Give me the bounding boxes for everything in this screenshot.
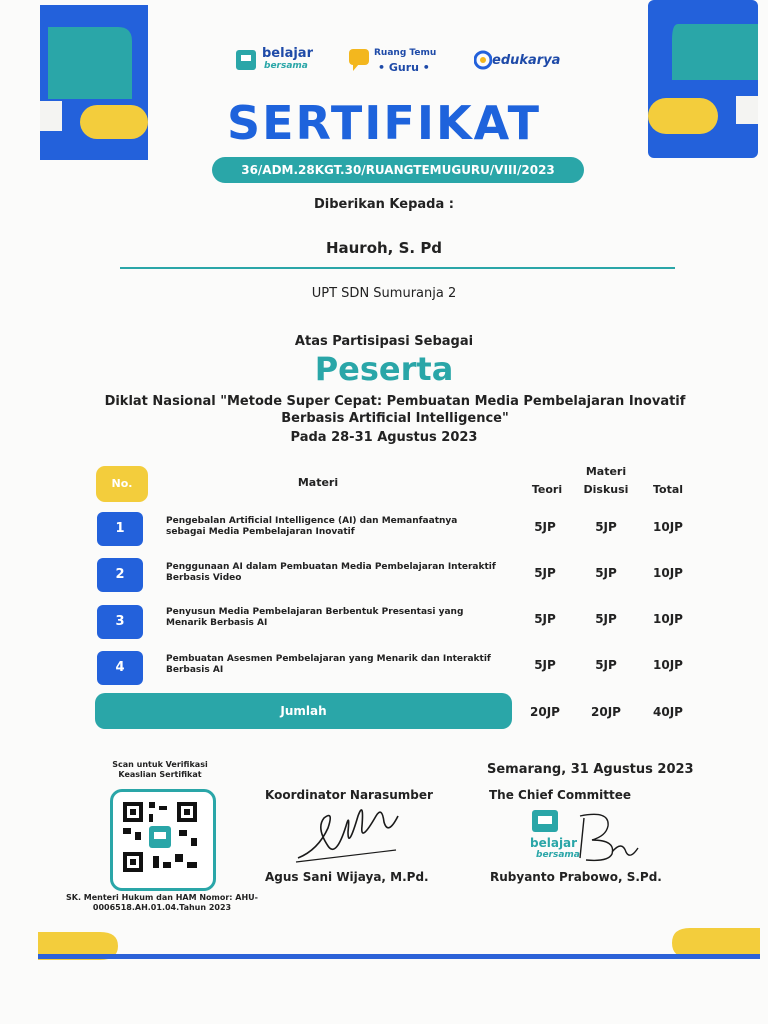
recipient-institution: UPT SDN Sumuranja 2 (311, 286, 457, 301)
sum-total: 40JP (653, 705, 683, 719)
row-4-number: 4 (97, 651, 143, 685)
belajar-bersama-logo (234, 44, 324, 76)
row-4-teori: 5JP (534, 658, 556, 672)
row-1-total: 10JP (653, 520, 683, 534)
row-4-materi: Pembuatan Asesmen Pembelajaran yang Menarik dan Interaktif Berbasis AI (166, 654, 491, 675)
row-3-number: 3 (97, 605, 143, 639)
belajar-bersama-logo-mark (234, 46, 260, 72)
left-signer-name: Agus Sani Wijaya, M.Pd. (265, 870, 429, 884)
right-signer-title: The Chief Committee (489, 788, 631, 802)
participant-role: Peserta (314, 350, 454, 388)
row-2-number: 2 (97, 558, 143, 592)
bersama-text: bersama (264, 61, 308, 71)
event-title: Diklat Nasional "Metode Super Cepat: Pembuatan Media Pembelajaran Inovatif Berbasis Artificial Intelligence" (104, 394, 686, 426)
stamp-belajar-text: belajar (530, 836, 578, 850)
ruang-temu-text: Ruang Temu (374, 48, 437, 58)
edukarya-logo (474, 50, 566, 74)
scan-verification-text: Scan untuk Verifikasi Keaslian Sertifikat (112, 760, 208, 779)
qr-code-frame[interactable] (110, 789, 216, 891)
left-signer-title: Koordinator Narasumber (265, 788, 433, 802)
row-3-materi: Penyusun Media Pembelajaran Berbentuk Presentasi yang Menarik Berbasis AI (166, 607, 464, 628)
row-1-materi: Pengebalan Artificial Intelligence (AI) dan Memanfaatnya sebagai Media Pembelajaran Inovatif (166, 516, 458, 537)
row-2-teori: 5JP (534, 566, 556, 580)
row-2-diskusi: 5JP (595, 566, 617, 580)
sum-teori: 20JP (530, 705, 560, 719)
sum-row-label: Jumlah (95, 693, 512, 729)
row-3-diskusi: 5JP (595, 612, 617, 626)
name-underline (120, 267, 675, 269)
belajar-bersama-stamp (530, 808, 640, 866)
row-2-materi: Penggunaan AI dalam Pembuatan Media Pembelajaran Interaktif Berbasis Video (166, 562, 496, 583)
certificate-number-badge: 36/ADM.28KGT.30/RUANGTEMUGURU/VIII/2023 (212, 157, 584, 183)
table-header-diskusi-line2: Diskusi (583, 483, 629, 496)
table-header-no: No. (96, 466, 148, 502)
event-dates: Pada 28-31 Agustus 2023 (290, 430, 478, 445)
row-1-teori: 5JP (534, 520, 556, 534)
certificate-title: SERTIFIKAT (227, 96, 541, 150)
table-header-teori: Teori (531, 483, 563, 496)
table-header-total: Total (652, 483, 684, 496)
chat-bubble-icon (348, 48, 370, 72)
edukarya-logo-mark (474, 50, 492, 70)
belajar-text: belajar (262, 46, 313, 61)
ruang-temu-guru-logo (348, 45, 454, 77)
right-signer-name: Rubyanto Prabowo, S.Pd. (490, 870, 662, 884)
row-3-total: 10JP (653, 612, 683, 626)
row-1-diskusi: 5JP (595, 520, 617, 534)
qr-code-icon[interactable] (113, 792, 207, 882)
row-4-diskusi: 5JP (595, 658, 617, 672)
row-3-teori: 5JP (534, 612, 556, 626)
left-signature (292, 800, 402, 870)
table-header-materi: Materi (297, 476, 339, 489)
recipient-name: Hauroh, S. Pd (325, 239, 443, 257)
sk-legal-text: SK. Menteri Hukum dan HAM Nomor: AHU-0006518.AH.01.04.Tahun 2023 (65, 893, 258, 912)
row-2-total: 10JP (653, 566, 683, 580)
table-header-diskusi-line1: Materi (585, 465, 627, 478)
participation-label: Atas Partisipasi Sebagai (294, 334, 474, 349)
sum-diskusi: 20JP (591, 705, 621, 719)
bottom-border-line (38, 954, 760, 959)
place-date: Semarang, 31 Agustus 2023 (487, 762, 694, 777)
edukarya-text: edukarya (492, 53, 561, 68)
right-signature (560, 808, 640, 866)
row-4-total: 10JP (653, 658, 683, 672)
stamp-bersama-text: bersama (536, 850, 580, 860)
guru-text: • Guru • (378, 61, 430, 74)
given-to-label: Diberikan Kepada : (314, 197, 454, 212)
row-1-number: 1 (97, 512, 143, 546)
